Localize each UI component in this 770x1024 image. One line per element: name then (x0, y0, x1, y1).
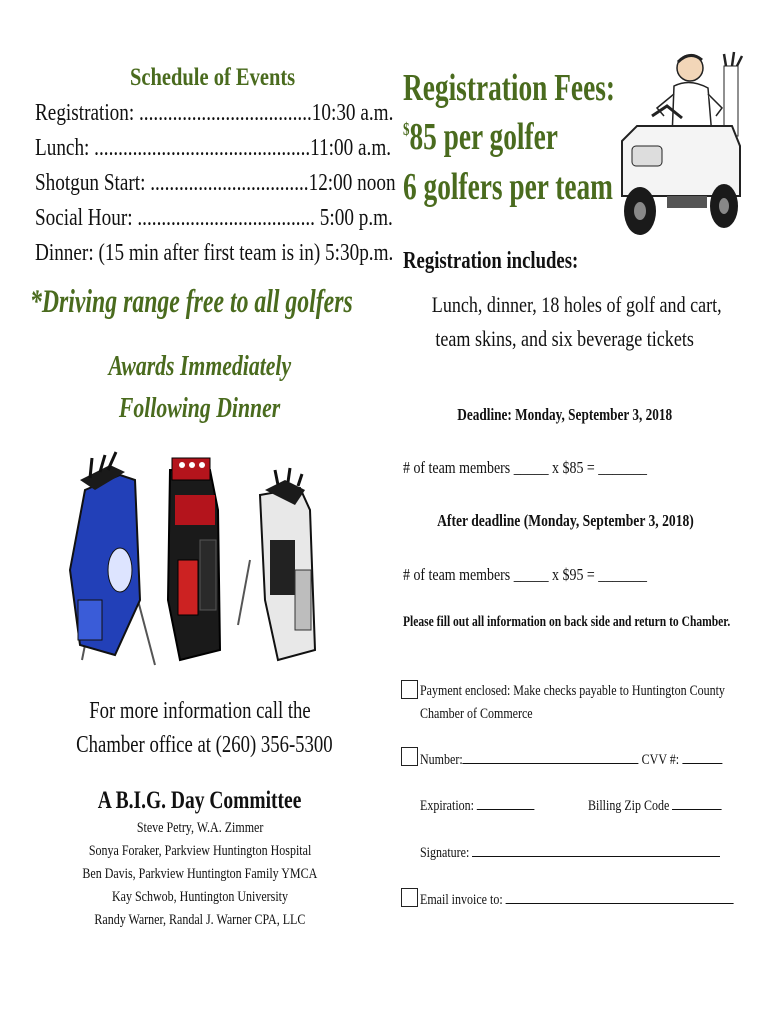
committee-title: A B.I.G. Day Committee (98, 787, 302, 814)
email-invoice-checkbox[interactable] (401, 888, 418, 912)
billing-zip-label: Billing Zip Code (588, 798, 670, 814)
checkbox-icon[interactable] (401, 888, 418, 907)
expiration-label: Expiration: (420, 798, 474, 814)
billing-zip-field[interactable] (672, 809, 722, 810)
committee-member: Kay Schwob, Huntington University (111, 889, 288, 905)
fees-title: Registration Fees: (403, 67, 615, 109)
calc-after-deadline: # of team members _____ x $95 = _______ (403, 565, 648, 584)
return-instructions: Please fill out all information on back side and return to Chamber. (403, 614, 731, 630)
cvv-label: CVV #: (641, 752, 680, 768)
driving-range-note: *Driving range free to all golfers (30, 284, 353, 320)
schedule-row-social: Social Hour: ..................................... 5:00 p.m. (35, 205, 393, 231)
includes-line-2: team skins, and six beverage tickets (435, 326, 695, 351)
committee-member: Steve Petry, W.A. Zimmer (136, 820, 264, 836)
card-number-label: Number: (420, 752, 463, 768)
cvv-field[interactable] (682, 763, 722, 764)
calc-before-deadline: # of team members _____ x $85 = _______ (403, 458, 648, 477)
checkbox-icon[interactable] (401, 747, 418, 766)
schedule-title: Schedule of Events (130, 64, 296, 91)
committee-member: Sonya Foraker, Parkview Huntington Hospital (88, 843, 312, 859)
email-invoice-field[interactable] (506, 903, 734, 904)
card-number-row (420, 752, 770, 769)
schedule-row-registration: Registration: ....................................10:30 a.m. (35, 100, 394, 126)
card-number-field[interactable] (463, 763, 639, 764)
per-golfer-amount: 85 per golfer (409, 116, 558, 158)
signature-label: Signature: (420, 845, 470, 861)
includes-line-1: Lunch, dinner, 18 holes of golf and cart, (431, 292, 722, 317)
after-deadline-heading: After deadline (Monday, September 3, 2018) (436, 511, 694, 530)
schedule-row-dinner: Dinner: (15 min after first team is in) 5:30p.m. (35, 240, 394, 266)
awards-line-1: Awards Immediately (108, 350, 292, 382)
schedule-row-shotgun: Shotgun Start: .................................12:00 noon (35, 170, 396, 196)
fees-per-golfer (403, 115, 618, 159)
fees-team-size: 6 golfers per team (403, 166, 613, 208)
info-line-1: For more information call the (89, 698, 311, 724)
expiration-field[interactable] (477, 809, 535, 810)
signature-field[interactable] (472, 856, 720, 857)
golf-bags-illustration (60, 450, 340, 670)
info-line-2: Chamber office at (260) 356-5300 (76, 732, 333, 758)
email-invoice-row (420, 892, 770, 909)
dollar-sign: $ (403, 119, 410, 139)
deadline: Deadline: Monday, September 3, 2018 (457, 405, 673, 424)
schedule-row-lunch: Lunch: .............................................11:00 a.m. (35, 135, 392, 161)
billing-zip-row (588, 798, 755, 815)
committee-member: Randy Warner, Randal J. Warner CPA, LLC (94, 912, 306, 928)
email-invoice-label: Email invoice to: (420, 892, 503, 908)
expiration-row (420, 798, 563, 815)
card-number-checkbox[interactable] (401, 747, 418, 771)
committee-member: Ben Davis, Parkview Huntington Family YMCA (82, 866, 318, 882)
payment-enclosed-checkbox[interactable] (401, 680, 418, 704)
payment-enclosed-line-2: Chamber of Commerce (420, 706, 533, 722)
golf-cart-illustration (612, 46, 747, 246)
signature-row (420, 845, 770, 862)
checkbox-icon[interactable] (401, 680, 418, 699)
awards-line-2: Following Dinner (119, 392, 281, 424)
includes-title: Registration includes: (403, 248, 579, 274)
payment-enclosed-line-1: Payment enclosed: Make checks payable to Huntington County (420, 683, 725, 699)
